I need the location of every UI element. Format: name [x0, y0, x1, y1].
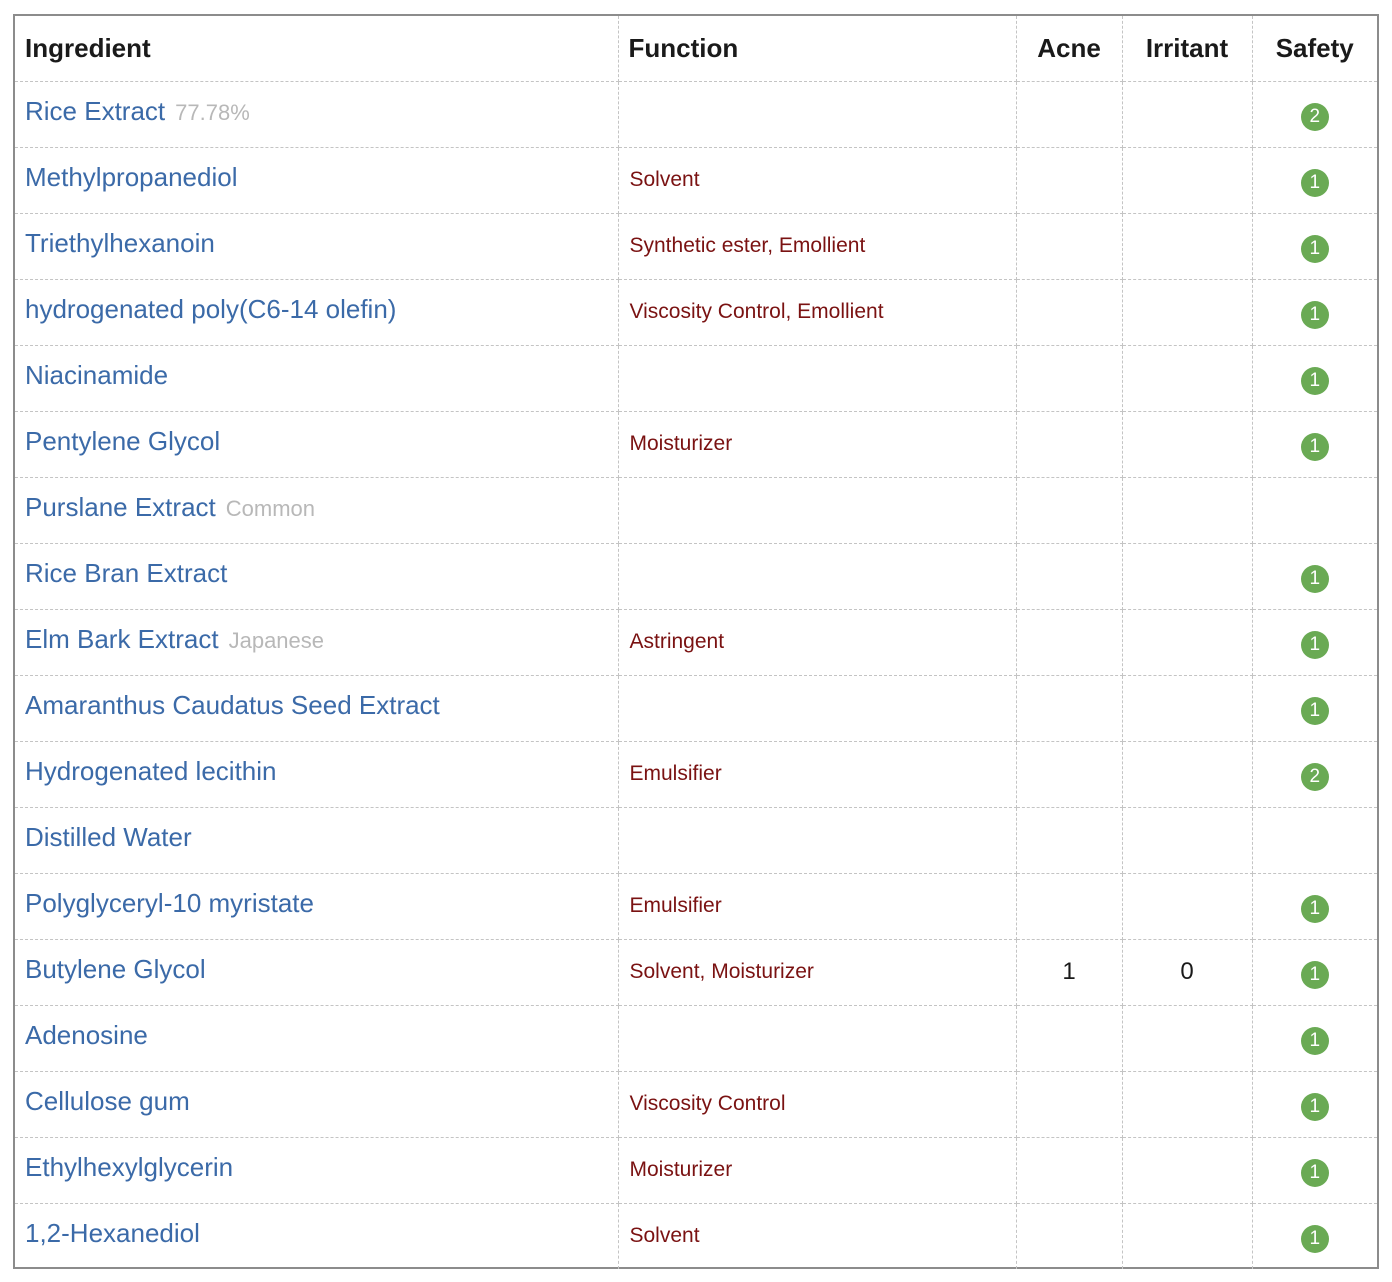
table-row: [15, 81, 1377, 147]
ingredient-link[interactable]: Rice Extract: [25, 95, 166, 126]
irritant-cell: [1122, 609, 1252, 675]
safety-cell: [1252, 1071, 1377, 1137]
irritant-cell: [1122, 147, 1252, 213]
table-row: [15, 345, 1377, 411]
safety-cell: [1252, 675, 1377, 741]
function-cell: [618, 81, 1016, 147]
ingredient-link[interactable]: Cellulose gum: [25, 1085, 190, 1116]
safety-cell: [1252, 807, 1377, 873]
irritant-cell: 0: [1122, 939, 1252, 1005]
ingredient-link[interactable]: Amaranthus Caudatus Seed Extract: [25, 689, 440, 720]
table-row: [15, 807, 1377, 873]
ingredient-link[interactable]: Ethylhexylglycerin: [25, 1151, 234, 1182]
safety-score-badge: 1: [1301, 433, 1329, 461]
safety-score-badge: 1: [1301, 631, 1329, 659]
column-header-irritant: Irritant: [1122, 16, 1252, 81]
table-row: [15, 1071, 1377, 1137]
function-cell: Astringent: [618, 609, 1016, 675]
table-row: [15, 543, 1377, 609]
safety-score-badge: 1: [1301, 169, 1329, 197]
ingredient-cell: [15, 609, 618, 675]
ingredient-link[interactable]: Polyglyceryl-10 myristate: [25, 887, 314, 918]
ingredient-link[interactable]: Rice Bran Extract: [25, 557, 228, 588]
safety-cell: [1252, 873, 1377, 939]
irritant-cell: [1122, 543, 1252, 609]
function-cell: Moisturizer: [618, 1137, 1016, 1203]
function-cell: Synthetic ester, Emollient: [618, 213, 1016, 279]
safety-score-badge: 1: [1301, 895, 1329, 923]
safety-score-badge: 1: [1301, 1159, 1329, 1187]
ingredient-cell: [15, 807, 618, 873]
ingredient-cell: [15, 279, 618, 345]
acne-cell: 1: [1016, 939, 1122, 1005]
irritant-cell: [1122, 477, 1252, 543]
acne-cell: [1016, 1005, 1122, 1071]
function-cell: Solvent, Moisturizer: [618, 939, 1016, 1005]
function-cell: [618, 345, 1016, 411]
irritant-cell: [1122, 1203, 1252, 1269]
ingredient-link[interactable]: Hydrogenated lecithin: [25, 755, 277, 786]
ingredients-table: [15, 16, 1377, 1269]
irritant-cell: [1122, 213, 1252, 279]
ingredient-cell: [15, 477, 618, 543]
ingredient-cell: [15, 81, 618, 147]
table-row: [15, 411, 1377, 477]
safety-score-badge: 1: [1301, 697, 1329, 725]
safety-cell: [1252, 477, 1377, 543]
function-cell: Emulsifier: [618, 873, 1016, 939]
safety-score-badge: 1: [1301, 1027, 1329, 1055]
acne-cell: [1016, 675, 1122, 741]
function-cell: Moisturizer: [618, 411, 1016, 477]
safety-score-badge: 1: [1301, 367, 1329, 395]
acne-cell: [1016, 1203, 1122, 1269]
table-row: [15, 873, 1377, 939]
table-header-row: [15, 16, 1377, 81]
function-cell: [618, 807, 1016, 873]
ingredient-cell: [15, 873, 618, 939]
irritant-cell: [1122, 675, 1252, 741]
table-row: [15, 477, 1377, 543]
function-cell: Emulsifier: [618, 741, 1016, 807]
ingredient-link[interactable]: Adenosine: [25, 1019, 148, 1050]
function-cell: [618, 1005, 1016, 1071]
table-row: [15, 279, 1377, 345]
acne-cell: [1016, 213, 1122, 279]
function-cell: [618, 477, 1016, 543]
function-cell: Solvent: [618, 1203, 1016, 1269]
table-row: [15, 1203, 1377, 1269]
safety-score-badge: 1: [1301, 1093, 1329, 1121]
table-row: [15, 609, 1377, 675]
ingredient-link[interactable]: Butylene Glycol: [25, 953, 206, 984]
ingredient-note: Common: [225, 495, 315, 521]
ingredient-link[interactable]: 1,2-Hexanediol: [25, 1217, 200, 1248]
irritant-cell: [1122, 345, 1252, 411]
ingredients-table-body: [15, 81, 1377, 1269]
column-header-acne: Acne: [1016, 16, 1122, 81]
acne-cell: [1016, 81, 1122, 147]
safety-cell: [1252, 81, 1377, 147]
column-header-function: Function: [618, 16, 1016, 81]
table-row: [15, 1005, 1377, 1071]
ingredient-link[interactable]: Pentylene Glycol: [25, 425, 221, 456]
ingredient-link[interactable]: Niacinamide: [25, 359, 169, 390]
function-cell: [618, 675, 1016, 741]
ingredient-note: 77.78%: [175, 99, 250, 125]
safety-score-badge: 1: [1301, 961, 1329, 989]
irritant-cell: [1122, 873, 1252, 939]
acne-cell: [1016, 609, 1122, 675]
ingredient-cell: [15, 345, 618, 411]
acne-cell: [1016, 147, 1122, 213]
ingredient-cell: [15, 543, 618, 609]
table-row: [15, 147, 1377, 213]
function-cell: Viscosity Control, Emollient: [618, 279, 1016, 345]
table-row: [15, 675, 1377, 741]
table-row: [15, 213, 1377, 279]
safety-score-badge: 1: [1301, 235, 1329, 263]
ingredient-cell: [15, 939, 618, 1005]
irritant-cell: [1122, 741, 1252, 807]
safety-cell: [1252, 741, 1377, 807]
safety-score-badge: 2: [1301, 103, 1329, 131]
column-header-safety: Safety: [1252, 16, 1377, 81]
ingredient-cell: [15, 1071, 618, 1137]
acne-cell: [1016, 345, 1122, 411]
safety-cell: [1252, 1203, 1377, 1269]
acne-cell: [1016, 1137, 1122, 1203]
acne-cell: [1016, 279, 1122, 345]
column-header-ingredient: Ingredient: [15, 16, 618, 81]
irritant-cell: [1122, 81, 1252, 147]
irritant-cell: [1122, 1071, 1252, 1137]
ingredient-link[interactable]: Elm Bark Extract: [25, 623, 219, 654]
safety-score-badge: 1: [1301, 565, 1329, 593]
acne-cell: [1016, 1071, 1122, 1137]
acne-cell: [1016, 411, 1122, 477]
ingredient-link[interactable]: Distilled Water: [25, 821, 192, 852]
safety-cell: [1252, 345, 1377, 411]
safety-cell: [1252, 279, 1377, 345]
ingredient-cell: [15, 411, 618, 477]
safety-cell: [1252, 411, 1377, 477]
function-cell: [618, 543, 1016, 609]
irritant-cell: [1122, 807, 1252, 873]
ingredient-link[interactable]: hydrogenated poly(C6-14 olefin): [25, 293, 397, 324]
irritant-cell: [1122, 279, 1252, 345]
ingredient-cell: [15, 675, 618, 741]
table-row: [15, 741, 1377, 807]
table-row: [15, 939, 1377, 1005]
ingredient-cell: [15, 741, 618, 807]
acne-cell: [1016, 807, 1122, 873]
ingredient-cell: [15, 213, 618, 279]
function-cell: Viscosity Control: [618, 1071, 1016, 1137]
safety-score-badge: 1: [1301, 1225, 1329, 1253]
safety-cell: [1252, 609, 1377, 675]
acne-cell: [1016, 741, 1122, 807]
ingredients-table-container: [13, 14, 1379, 1269]
ingredient-cell: [15, 1203, 618, 1269]
acne-cell: [1016, 477, 1122, 543]
irritant-cell: [1122, 411, 1252, 477]
ingredient-link[interactable]: Triethylhexanoin: [25, 227, 215, 258]
safety-cell: [1252, 939, 1377, 1005]
safety-score-badge: 2: [1301, 763, 1329, 791]
safety-cell: [1252, 213, 1377, 279]
acne-cell: [1016, 543, 1122, 609]
ingredient-cell: [15, 1137, 618, 1203]
safety-cell: [1252, 543, 1377, 609]
ingredient-cell: [15, 147, 618, 213]
acne-cell: [1016, 873, 1122, 939]
irritant-cell: [1122, 1137, 1252, 1203]
table-row: [15, 1137, 1377, 1203]
ingredient-link[interactable]: Methylpropanediol: [25, 161, 238, 192]
safety-score-badge: 1: [1301, 301, 1329, 329]
ingredient-note: Japanese: [228, 627, 325, 653]
irritant-cell: [1122, 1005, 1252, 1071]
function-cell: Solvent: [618, 147, 1016, 213]
ingredient-cell: [15, 1005, 618, 1071]
safety-cell: [1252, 147, 1377, 213]
safety-cell: [1252, 1137, 1377, 1203]
ingredient-link[interactable]: Purslane Extract: [25, 491, 216, 522]
safety-cell: [1252, 1005, 1377, 1071]
